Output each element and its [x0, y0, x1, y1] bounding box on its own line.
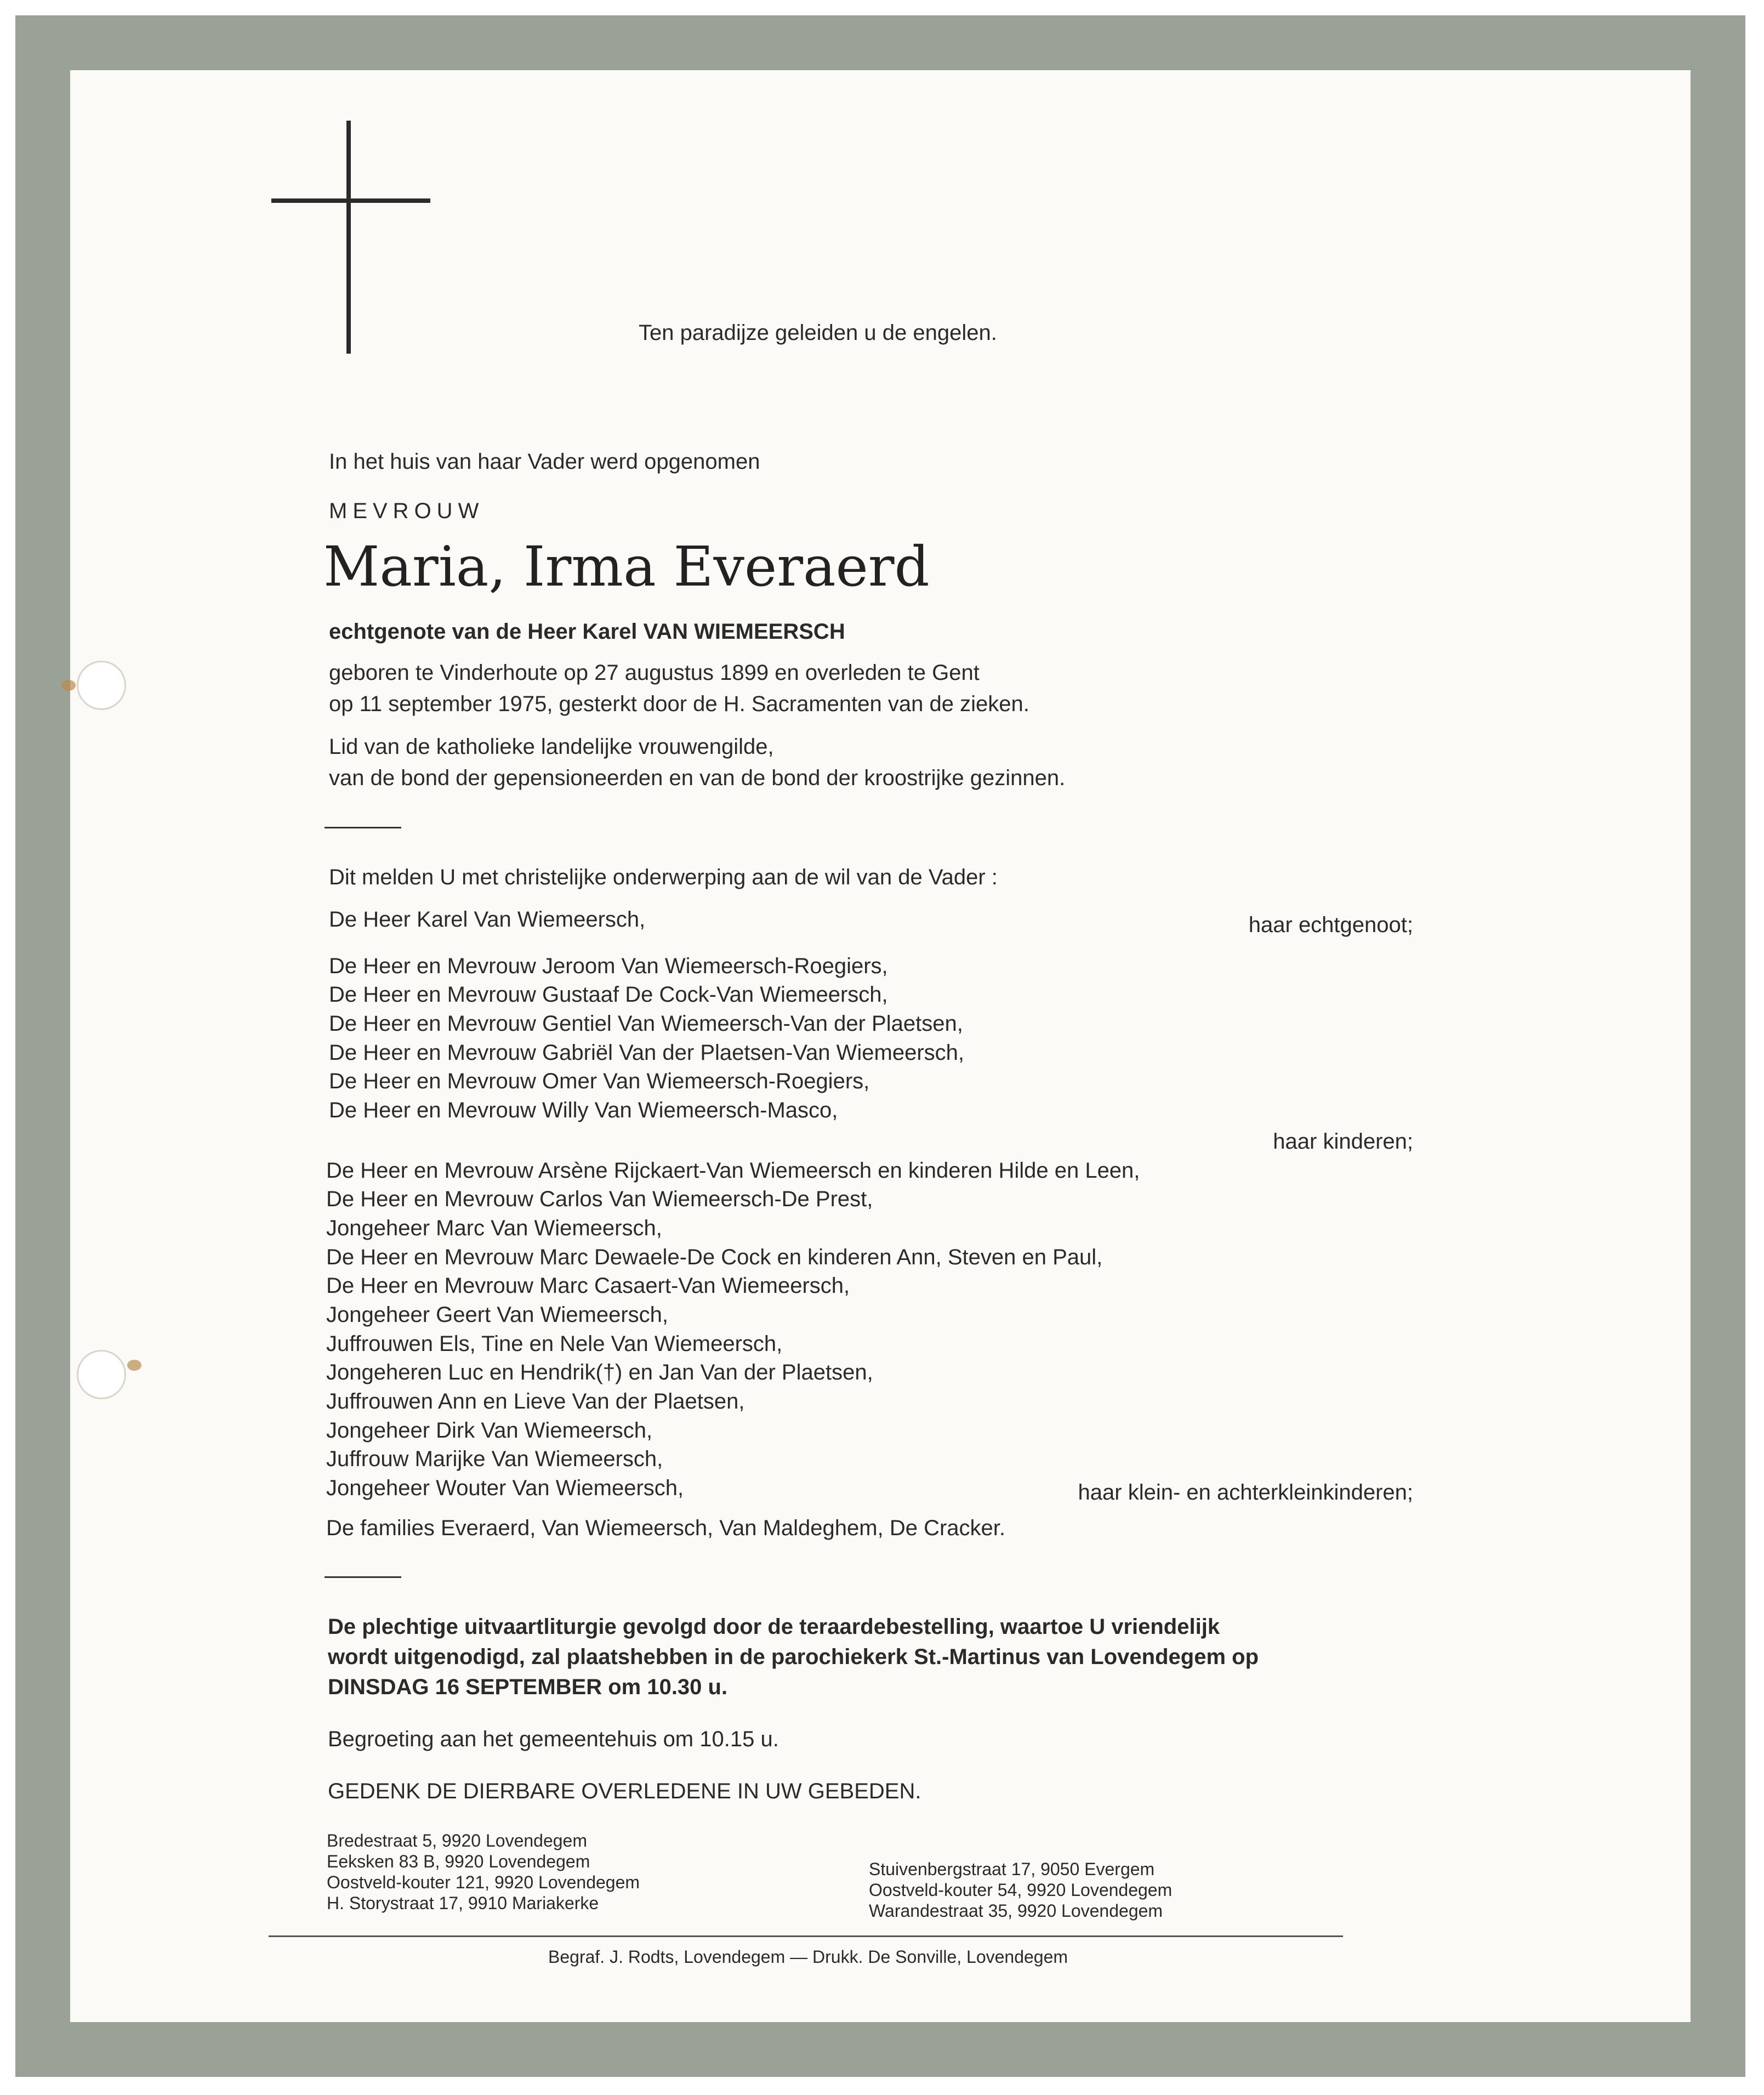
intro-line: In het huis van haar Vader werd opgenomen [329, 450, 760, 474]
address-left: H. Storystraat 17, 9910 Mariakerke [327, 1893, 599, 1913]
divider [325, 1576, 401, 1578]
list-item: De Heer en Mevrouw Arsène Rijckaert-Van Wiemeersch en kinderen Hilde en Leen, [326, 1159, 1140, 1183]
bio-line: geboren te Vinderhoute op 27 augustus 1899 en overleden te Gent [329, 661, 980, 685]
list-item: De Heer en Mevrouw Willy Van Wiemeersch-Masco, [329, 1098, 838, 1122]
funeral-line: wordt uitgenodigd, zal plaatshebben in de parochiekerk St.-Martinus van Lovendegem op [328, 1645, 1259, 1669]
husband-role: haar echtgenoot; [1248, 913, 1413, 937]
families-line: De families Everaerd, Van Wiemeersch, Van Maldeghem, De Cracker. [326, 1516, 1006, 1540]
list-item: De Heer en Mevrouw Gustaaf De Cock-Van Wiemeersch, [329, 983, 888, 1007]
funeral-line: De plechtige uitvaartliturgie gevolgd door de teraardebestelling, waartoe U vriendelijk [328, 1615, 1220, 1639]
punch-hole-top [77, 661, 126, 710]
address-left: Oostveld-kouter 121, 9920 Lovendegem [327, 1872, 640, 1892]
list-item: De Heer en Mevrouw Jeroom Van Wiemeersch-Roegiers, [329, 954, 888, 978]
list-item: De Heer en Mevrouw Carlos Van Wiemeersch-De Prest, [326, 1187, 873, 1211]
cross-icon-bar [271, 198, 430, 203]
list-item: Jongeheer Geert Van Wiemeersch, [326, 1303, 669, 1327]
greeting-line: Begroeting aan het gemeentehuis om 10.15 u. [328, 1727, 779, 1751]
bio-line: op 11 september 1975, gesterkt door de H. Sacramenten van de zieken. [329, 692, 1029, 716]
motto: Ten paradijze geleiden u de engelen. [639, 321, 997, 345]
list-item: De Heer en Mevrouw Gentiel Van Wiemeersch-Van der Plaetsen, [329, 1012, 963, 1036]
list-item: De Heer en Mevrouw Marc Dewaele-De Cock en kinderen Ann, Steven en Paul, [326, 1245, 1103, 1269]
list-item: Jongeheer Marc Van Wiemeersch, [326, 1216, 662, 1240]
list-item: Juffrouw Marijke Van Wiemeersch, [326, 1447, 663, 1471]
list-item: Jongeheer Wouter Van Wiemeersch, [326, 1476, 684, 1500]
remember-line: GEDENK DE DIERBARE OVERLEDENE IN UW GEBEDEN. [328, 1779, 921, 1803]
address-right: Stuivenbergstraat 17, 9050 Evergem [869, 1859, 1155, 1879]
list-item: Juffrouwen Els, Tine en Nele Van Wiemeersch, [326, 1332, 783, 1356]
address-left: Bredestraat 5, 9920 Lovendegem [327, 1831, 587, 1850]
cross-icon [346, 121, 351, 354]
list-item: De Heer en Mevrouw Gabriël Van der Plaetsen-Van Wiemeersch, [329, 1041, 965, 1065]
list-item: Juffrouwen Ann en Lieve Van der Plaetsen, [326, 1389, 745, 1413]
membership-line: van de bond der gepensioneerden en van de bond der kroostrijke gezinnen. [329, 766, 1066, 790]
announcement: Dit melden U met christelijke onderwerping aan de wil van de Vader : [329, 865, 998, 889]
address-right: Warandestraat 35, 9920 Lovendegem [869, 1901, 1163, 1921]
list-item: Jongeheren Luc en Hendrik(†) en Jan Van der Plaetsen, [326, 1360, 873, 1384]
footer-rule [269, 1935, 1343, 1937]
punch-hole-bottom [77, 1350, 126, 1399]
divider [325, 827, 401, 828]
list-item: De Heer en Mevrouw Marc Casaert-Van Wiemeersch, [326, 1274, 850, 1298]
rust-stain [61, 680, 76, 691]
funeral-line: DINSDAG 16 SEPTEMBER om 10.30 u. [328, 1675, 728, 1699]
address-left: Eeksken 83 B, 9920 Lovendegem [327, 1852, 590, 1871]
list-item: De Heer en Mevrouw Omer Van Wiemeersch-Roegiers, [329, 1069, 870, 1093]
imprint: Begraf. J. Rodts, Lovendegem — Drukk. De Sonville, Lovendegem [548, 1947, 1068, 1967]
spouse-line: echtgenote van de Heer Karel VAN WIEMEERSCH [329, 620, 845, 644]
children-role: haar kinderen; [1273, 1129, 1413, 1154]
address-right: Oostveld-kouter 54, 9920 Lovendegem [869, 1880, 1173, 1900]
title-word: MEVROUW [329, 499, 485, 523]
deceased-name: Maria, Irma Everaerd [323, 535, 930, 599]
list-item: Jongeheer Dirk Van Wiemeersch, [326, 1418, 653, 1443]
membership-line: Lid van de katholieke landelijke vrouwengilde, [329, 735, 774, 759]
rust-stain [127, 1360, 141, 1371]
husband: De Heer Karel Van Wiemeersch, [329, 907, 646, 932]
grandchildren-role: haar klein- en achterkleinkinderen; [1078, 1480, 1413, 1504]
